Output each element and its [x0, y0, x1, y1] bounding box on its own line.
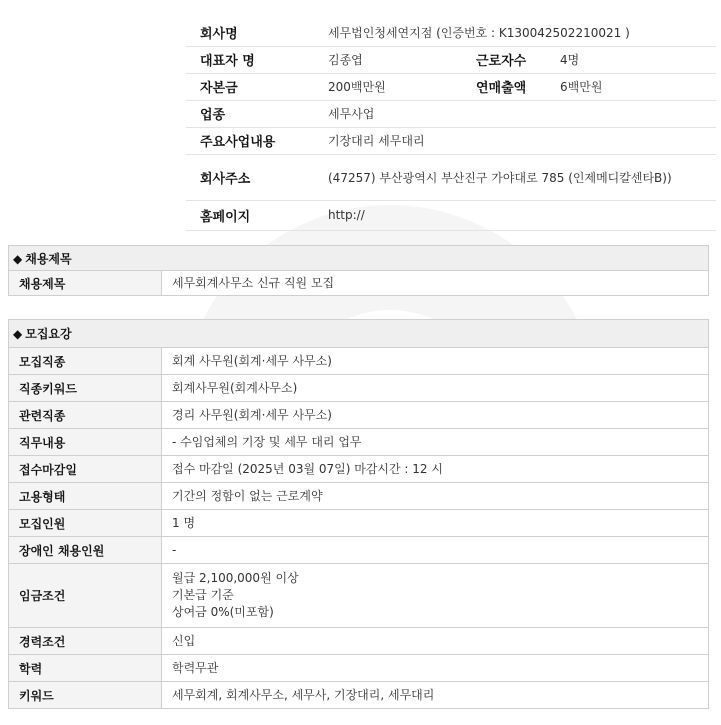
business-row	[186, 127, 716, 154]
row-label: 관련직종	[9, 402, 162, 429]
section-heading: 채용제목	[25, 251, 72, 266]
row-value: -	[162, 537, 709, 564]
ceo-row	[186, 46, 716, 73]
row-value: - 수임업체의 기장 및 세무 대리 업무	[162, 429, 709, 456]
wage-line: 기본급 기준	[172, 588, 234, 602]
sales-label: 연매출액	[462, 73, 546, 100]
table-row	[9, 456, 709, 483]
table-row	[9, 510, 709, 537]
table-row	[9, 348, 709, 375]
row-value: 신입	[162, 628, 709, 655]
table-row	[9, 682, 709, 709]
recruit-title-section	[8, 245, 709, 296]
address-label: 회사주소	[186, 154, 314, 200]
row-value: 경리 사무원(회계·세무 사무소)	[162, 402, 709, 429]
ceo-value: 김종엽	[314, 46, 462, 73]
row-label: 모집인원	[9, 510, 162, 537]
table-row	[9, 402, 709, 429]
row-value: 회계 사무원(회계·세무 사무소)	[162, 348, 709, 375]
table-row	[9, 628, 709, 655]
company-name-row	[186, 19, 716, 46]
recruit-requirements-section	[8, 319, 709, 709]
address-value: (47257) 부산광역시 부산진구 가야대로 785 (인제메디칼센타B))	[314, 154, 716, 200]
row-label: 모집직종	[9, 348, 162, 375]
row-label: 경력조건	[9, 628, 162, 655]
table-row	[9, 483, 709, 510]
employees-value: 4명	[546, 46, 716, 73]
company-name-label: 회사명	[186, 19, 314, 46]
industry-row	[186, 100, 716, 127]
homepage-row	[186, 200, 716, 230]
row-value: 회계사무원(회계사무소)	[162, 375, 709, 402]
row-value: 접수 마감일 (2025년 03월 07일) 마감시간 : 12 시	[162, 456, 709, 483]
ceo-label: 대표자 명	[186, 46, 314, 73]
row-label: 직종키워드	[9, 375, 162, 402]
table-row	[9, 375, 709, 402]
capital-value: 200백만원	[314, 73, 462, 100]
capital-label: 자본금	[186, 73, 314, 100]
section-header	[9, 246, 709, 271]
company-name-value: 세무법인청세연지점 (인증번호 : K130042502210021 )	[314, 19, 716, 46]
row-label: 장애인 채용인원	[9, 537, 162, 564]
sales-value: 6백만원	[546, 73, 716, 100]
table-row	[9, 564, 709, 628]
wage-line: 상여금 0%(미포함)	[172, 605, 274, 619]
homepage-label: 홈페이지	[186, 200, 314, 230]
diamond-bullet-icon: ◆	[13, 251, 23, 266]
wage-line: 월급 2,100,000원 이상	[172, 571, 299, 585]
row-label: 직무내용	[9, 429, 162, 456]
table-row	[9, 271, 709, 296]
row-label: 고용형태	[9, 483, 162, 510]
section-header	[9, 320, 709, 348]
table-row	[9, 537, 709, 564]
row-label: 학력	[9, 655, 162, 682]
company-info-table	[186, 19, 716, 231]
row-value: 1 명	[162, 510, 709, 537]
section-heading: 모집요강	[25, 327, 72, 341]
row-value: 학력무관	[162, 655, 709, 682]
row-value: 기간의 정함이 없는 근로계약	[162, 483, 709, 510]
homepage-link[interactable]: http://	[314, 200, 716, 230]
capital-row	[186, 73, 716, 100]
business-value: 기장대리 세무대리	[314, 127, 716, 154]
employees-label: 근로자수	[462, 46, 546, 73]
table-row	[9, 429, 709, 456]
row-label: 키워드	[9, 682, 162, 709]
row-label: 접수마감일	[9, 456, 162, 483]
row-value: 세무회계, 회계사무소, 세무사, 기장대리, 세무대리	[162, 682, 709, 709]
row-value: 세무회계사무소 신규 직원 모집	[162, 271, 709, 296]
diamond-bullet-icon: ◆	[13, 327, 23, 341]
table-row	[9, 655, 709, 682]
industry-value: 세무사업	[314, 100, 716, 127]
business-label: 주요사업내용	[186, 127, 314, 154]
industry-label: 업종	[186, 100, 314, 127]
address-row	[186, 154, 716, 200]
wage-value	[162, 564, 709, 628]
row-label: 임금조건	[9, 564, 162, 628]
row-label: 채용제목	[9, 271, 162, 296]
